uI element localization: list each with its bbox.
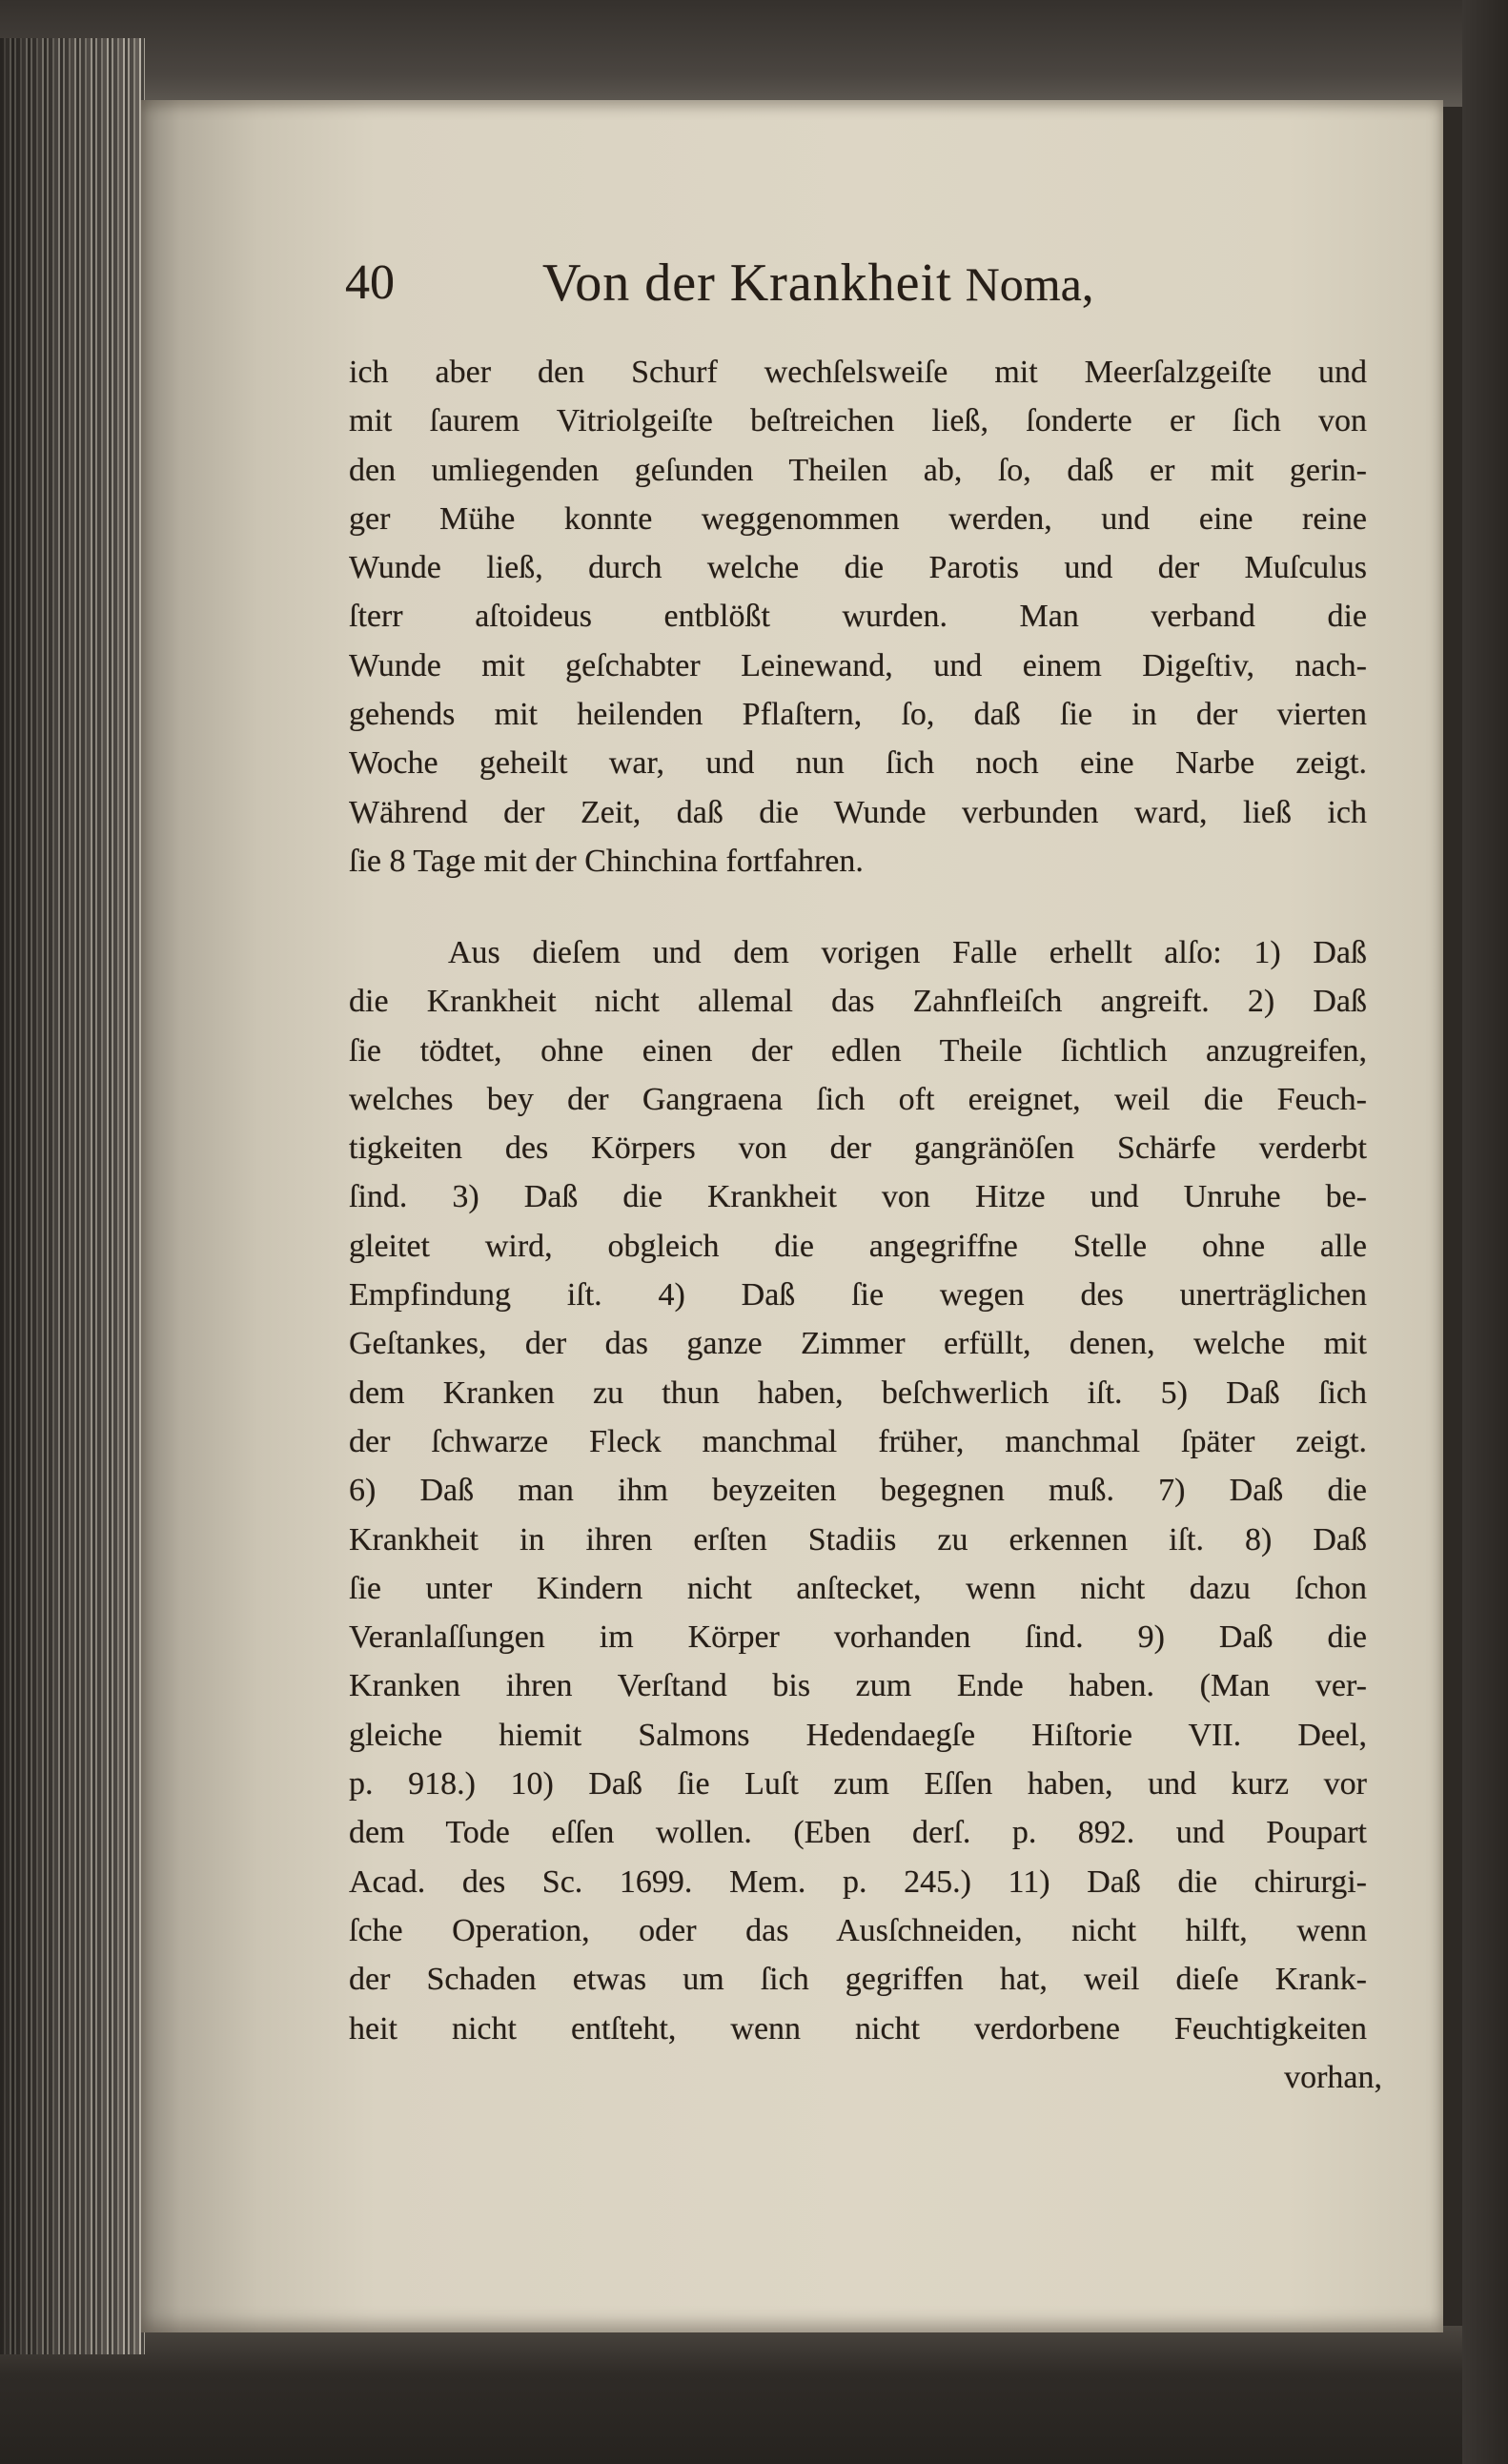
text-line: dem Tode eſſen wollen. (Eben derſ. p. 892. und Poupart (349, 1815, 1367, 1851)
text-line: Aus dieſem und dem vorigen Falle erhellt alſo: 1) Daß (448, 935, 1367, 970)
text-line: ſterr aſtoideus entblößt wurden. Man verband die (349, 599, 1367, 635)
text-line: ſche Operation, oder das Ausſchneiden, nicht hilft, wenn (349, 1912, 1367, 1948)
text-line: Wunde mit geſchabter Leinewand, und einem Digeſtiv, nach- (349, 647, 1367, 683)
text-line: Krankheit in ihren erſten Stadiis zu erkennen iſt. 8) Daß (349, 1521, 1367, 1558)
text-line: mit ſaurem Vitriolgeiſte beſtreichen ließ, ſonderte er ſich von (349, 403, 1367, 439)
paragraph (349, 348, 1367, 886)
catchword: vorhan, (1284, 2060, 1382, 2095)
text-line: ich aber den Schurf wechſelsweiſe mit Meerſalzgeiſte und (349, 355, 1367, 390)
text-line: Während der Zeit, daß die Wunde verbunden ward, ließ ich (349, 794, 1367, 830)
running-title (542, 250, 1093, 317)
text-line: der ſchwarze Fleck manchmal früher, manchmal ſpäter zeigt. (349, 1423, 1367, 1459)
text-line: ger Mühe konnte weggenommen werden, und eine reine (349, 500, 1367, 537)
text-line: ſie tödtet, ohne einen der edlen Theile ſichtlich anzugreifen, (349, 1032, 1367, 1069)
text-line: heit nicht entſteht, wenn nicht verdorbene Feuchtigkeiten (349, 2010, 1367, 2047)
text-line: p. 918.) 10) Daß ſie Luſt zum Eſſen haben, und kurz vor (349, 1766, 1367, 1802)
text-line: ſie 8 Tage mit der Chinchina fortfahren. (349, 843, 864, 879)
scan-background-top (0, 0, 1508, 107)
text-line: den umliegenden geſunden Theilen ab, ſo, daß er mit gerin- (349, 452, 1367, 488)
page-number: 40 (345, 255, 395, 310)
text-line: Empfindung iſt. 4) Daß ſie wegen des unerträglichen (349, 1277, 1367, 1313)
text-line: Woche geheilt war, und nun ſich noch eine Narbe zeigt. (349, 745, 1367, 782)
text-line: gleiche hiemit Salmons Hedendaegſe Hiſtorie VII. Deel, (349, 1717, 1367, 1753)
page-right-edge (1443, 88, 1462, 2343)
text-line: 6) Daß man ihm beyzeiten begegnen muß. 7) Daß die (349, 1473, 1367, 1509)
text-line: ſind. 3) Daß die Krankheit von Hitze und Unruhe be- (349, 1179, 1367, 1215)
scan-background-bottom (0, 2326, 1508, 2464)
text-line: gehends mit heilenden Pflaſtern, ſo, daß ſie in der vierten (349, 697, 1367, 733)
text-line: Geſtankes, der das ganze Zimmer erfüllt, denen, welche mit (349, 1326, 1367, 1362)
text-line: Kranken ihren Verſtand bis zum Ende haben. (Man ver- (349, 1668, 1367, 1704)
text-line: welches bey der Gangraena ſich oft ereignet, weil die Feuch- (349, 1081, 1367, 1117)
text-line: Acad. des Sc. 1699. Mem. p. 245.) 11) Daß die chirurgi- (349, 1863, 1367, 1900)
text-line: gleitet wird, obgleich die angegriffne Stelle ohne alle (349, 1228, 1367, 1264)
page-edges (0, 38, 145, 2354)
text-line: dem Kranken zu thun haben, beſchwerlich iſt. 5) Daß ſich (349, 1375, 1367, 1411)
text-line: Wunde ließ, durch welche die Parotis und der Muſculus (349, 550, 1367, 586)
scan-background-right (1462, 0, 1508, 2464)
text-line: tigkeiten des Körpers von der gangränöſen Schärfe verderbt (349, 1130, 1367, 1167)
text-line: ſie unter Kindern nicht anſtecket, wenn nicht dazu ſchon (349, 1570, 1367, 1606)
text-line: der Schaden etwas um ſich gegriffen hat, weil dieſe Krank- (349, 1962, 1367, 1998)
running-title-latin: Noma, (965, 257, 1094, 311)
text-line: die Krankheit nicht allemal das Zahnfleiſch angreift. 2) Daß (349, 984, 1367, 1020)
paragraph (349, 928, 1367, 2053)
text-line: Veranlaſſungen im Körper vorhanden ſind. 9) Daß die (349, 1619, 1367, 1656)
running-title-main: Von der Krankheit (542, 254, 952, 313)
